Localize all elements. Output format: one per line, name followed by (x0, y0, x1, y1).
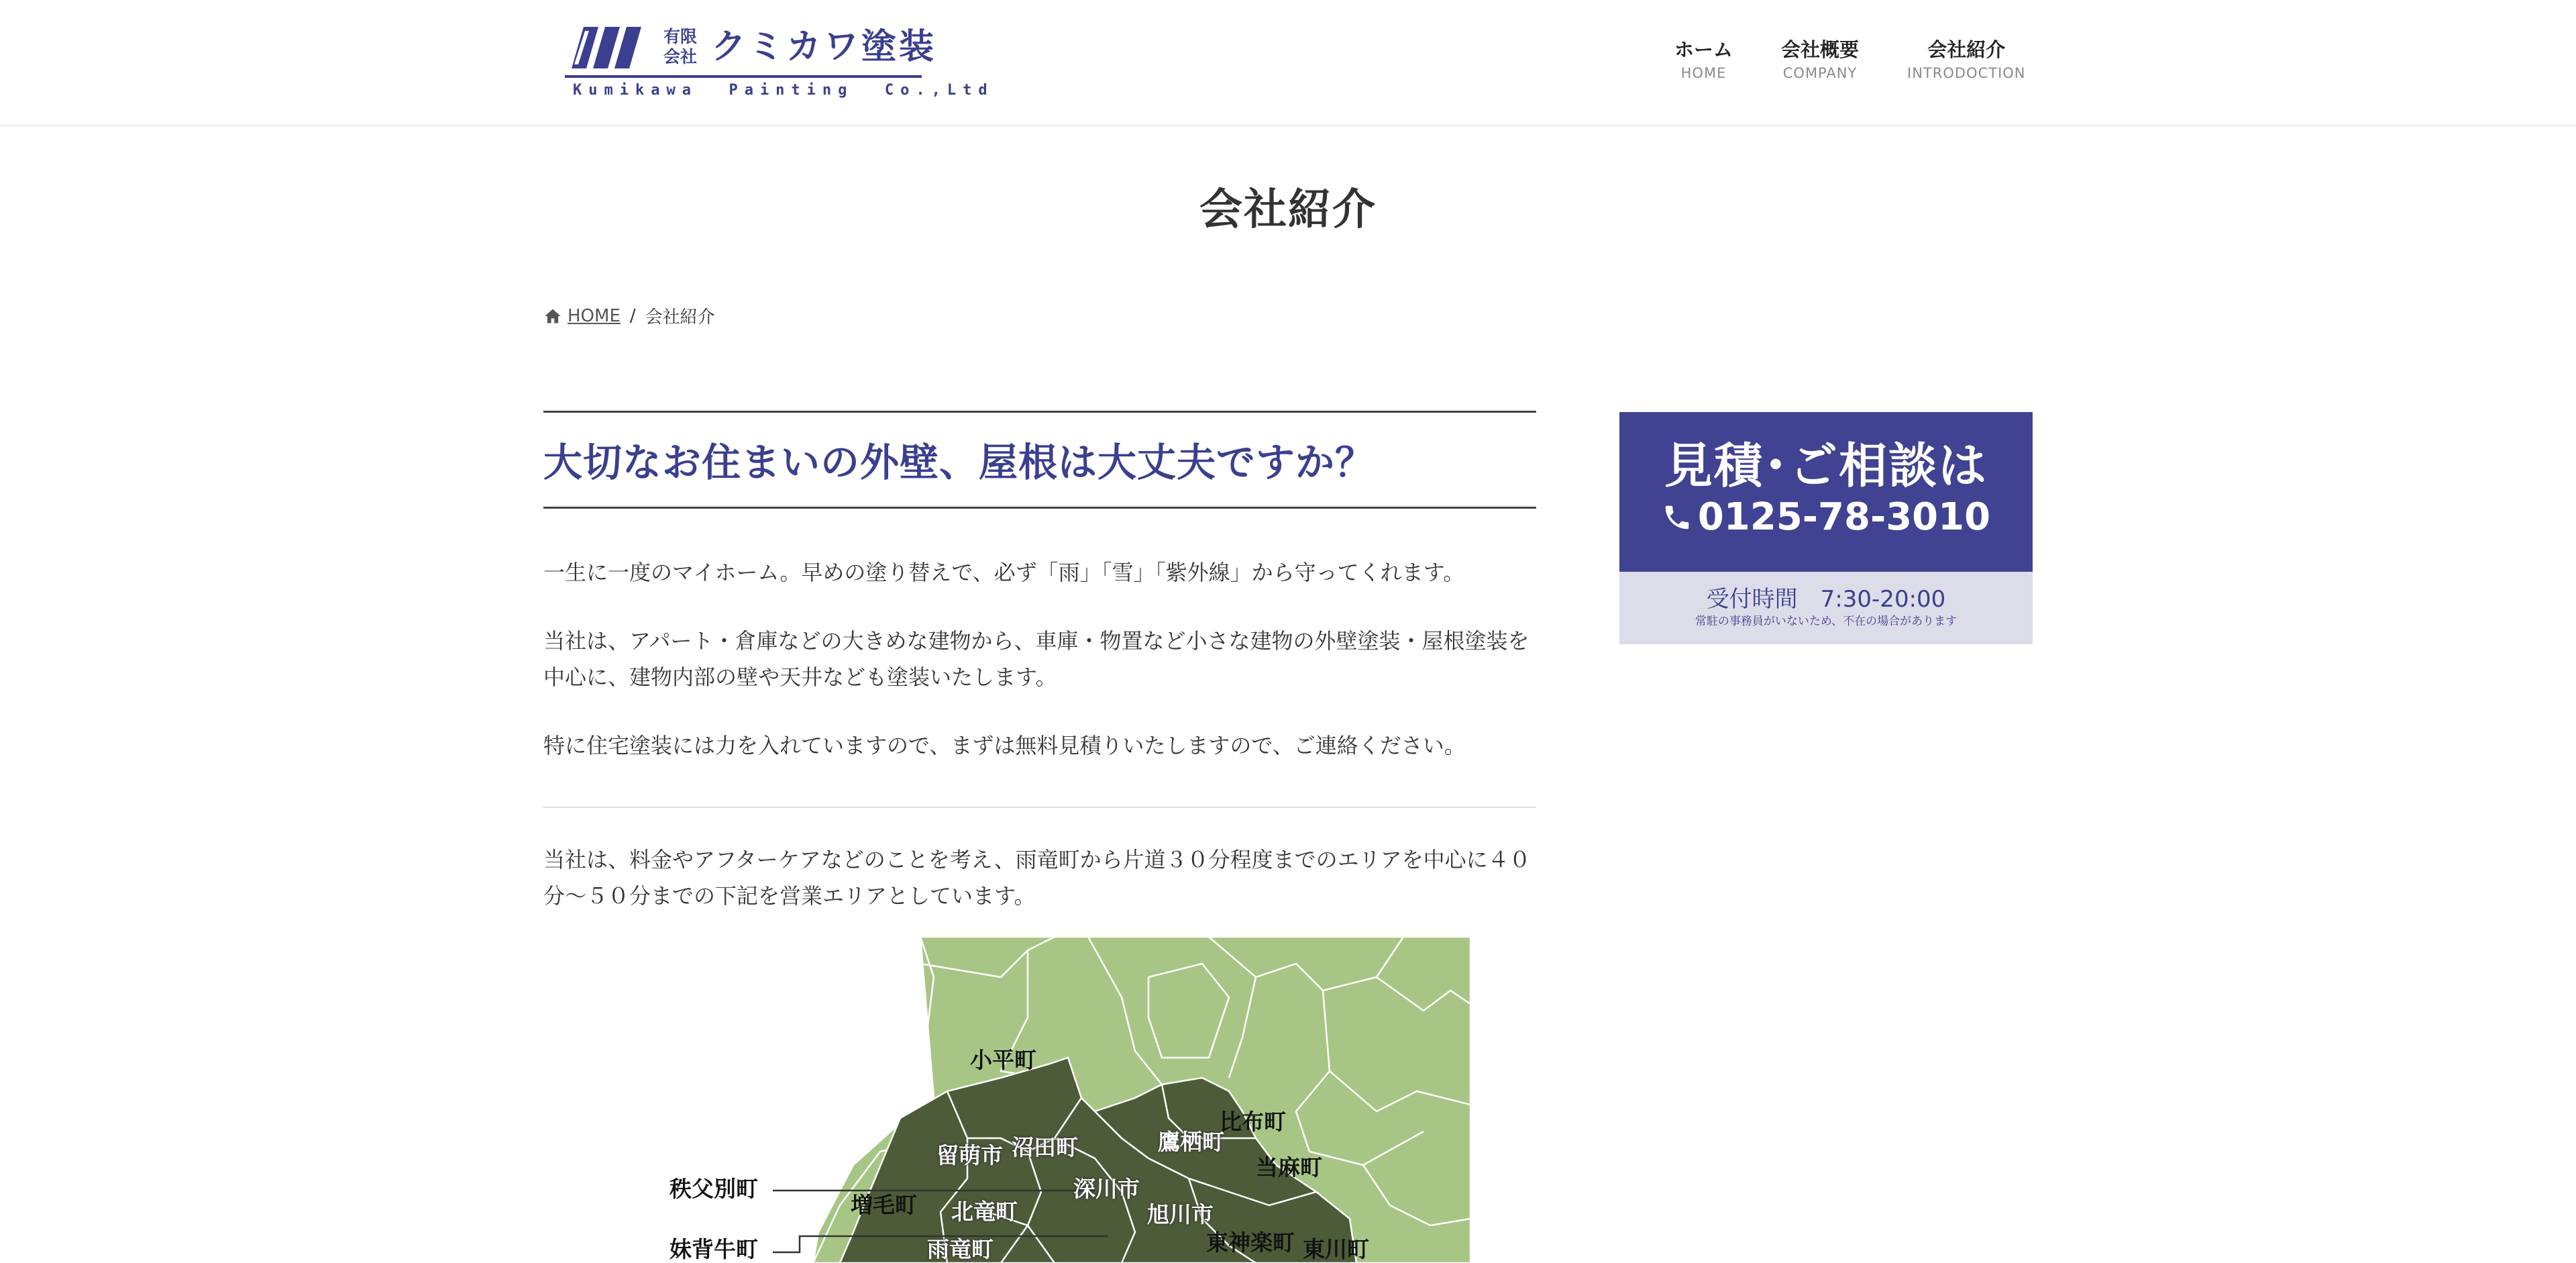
nav-item-label: 会社概要 (1781, 38, 1860, 61)
cta-title: 見積･ご相談は (1664, 438, 1988, 494)
breadcrumb-home-link[interactable]: HOME (568, 305, 621, 326)
main-content (543, 411, 1536, 914)
cta-hours: 受付時間 7:30-20:00 (1706, 586, 1946, 613)
map-label-touma: 当麻町 (1256, 1154, 1322, 1180)
breadcrumb (543, 303, 715, 328)
logo-company-type (660, 27, 700, 67)
map-label-mashike: 増毛町 (851, 1192, 917, 1218)
nav-item-introduction[interactable] (1883, 36, 2049, 83)
cta-note: 常駐の事務員がいないため、不在の場合があります (1695, 615, 1957, 628)
logo-company-type-line1: 有限 (663, 27, 697, 46)
logo-english-name: Kumikawa Painting Co.,Ltd (573, 82, 994, 99)
company-logo[interactable] (565, 24, 994, 103)
cta-header (1619, 412, 2033, 572)
map-label-asahikawa: 旭川市 (1147, 1201, 1214, 1227)
intro-paragraph: 一生に一度のマイホーム。早めの塗り替えで、必ず「雨」「雪」「紫外線」から守ってくれます。 (543, 560, 1465, 585)
map-label-moseushi: 妹背牛町 (669, 1236, 758, 1262)
cta-phone-row[interactable] (1619, 494, 2033, 541)
phone-icon (1662, 502, 1693, 533)
service-paragraph: 当社は、アパート・倉庫などの大きめな建物から、車庫・物置など小さな建物の外壁塗装・屋根塗装を中心に、建物内部の壁や天井なども塗装いたします。 (543, 628, 1529, 690)
page-title: 会社紹介 (1199, 185, 1377, 235)
logo-mark-icon (569, 27, 649, 68)
nav-item-label: 会社紹介 (1927, 38, 2006, 61)
nav-item-home[interactable] (1650, 36, 1757, 83)
logo-company-name: クミカワ塗装 (711, 27, 937, 67)
map-label-chichibubetsu: 秩父別町 (669, 1176, 758, 1202)
map-label-higashikawa: 東川町 (1303, 1236, 1369, 1262)
contact-cta-banner[interactable] (1619, 412, 2033, 644)
map-label-pippu: 比布町 (1220, 1109, 1286, 1135)
map-label-higashikagura: 東神楽町 (1206, 1229, 1295, 1256)
map-label-rumoi: 留萌市 (936, 1142, 1003, 1168)
home-icon (543, 307, 562, 325)
content-divider (543, 807, 1536, 808)
map-label-hokuryu: 北竜町 (951, 1199, 1018, 1225)
map-label-fukagawa: 深川市 (1073, 1176, 1140, 1202)
nav-item-sublabel: INTRODOCTION (1907, 65, 2026, 81)
map-label-takasu: 鷹栖町 (1158, 1129, 1224, 1155)
nav-item-sublabel: HOME (1680, 65, 1727, 81)
section-headline: 大切なお住まいの外壁、屋根は大丈夫ですか？ (543, 411, 1536, 509)
service-area-paragraph: 当社は、料金やアフターケアなどのことを考え、雨竜町から片道３０分程度までのエリアを中心に４０分～５０分までの下記を営業エリアとしています。 (543, 847, 1531, 909)
map-label-obira: 小平町 (970, 1047, 1036, 1073)
logo-rule (565, 75, 922, 78)
map-label-uryu: 雨竜町 (927, 1236, 994, 1262)
nav-item-sublabel: COMPANY (1782, 65, 1858, 81)
site-header (0, 0, 2576, 126)
logo-company-type-line2: 会社 (663, 47, 697, 66)
global-nav (1650, 36, 2050, 83)
service-area-map-graphic (652, 937, 1470, 1263)
cta-phone-number[interactable]: 0125-78-3010 (1697, 495, 1991, 539)
estimate-paragraph: 特に住宅塗装には力を入れていますので、まずは無料見積りいたしますので、ご連絡ください。 (543, 733, 1466, 758)
nav-item-company[interactable] (1757, 36, 1883, 83)
service-area-map (652, 937, 1470, 1263)
cta-footer (1619, 572, 2033, 644)
breadcrumb-current: 会社紹介 (645, 307, 715, 327)
breadcrumb-separator: / (629, 305, 636, 326)
nav-item-label: ホーム (1674, 38, 1733, 61)
map-label-numata: 沼田町 (1012, 1134, 1078, 1160)
